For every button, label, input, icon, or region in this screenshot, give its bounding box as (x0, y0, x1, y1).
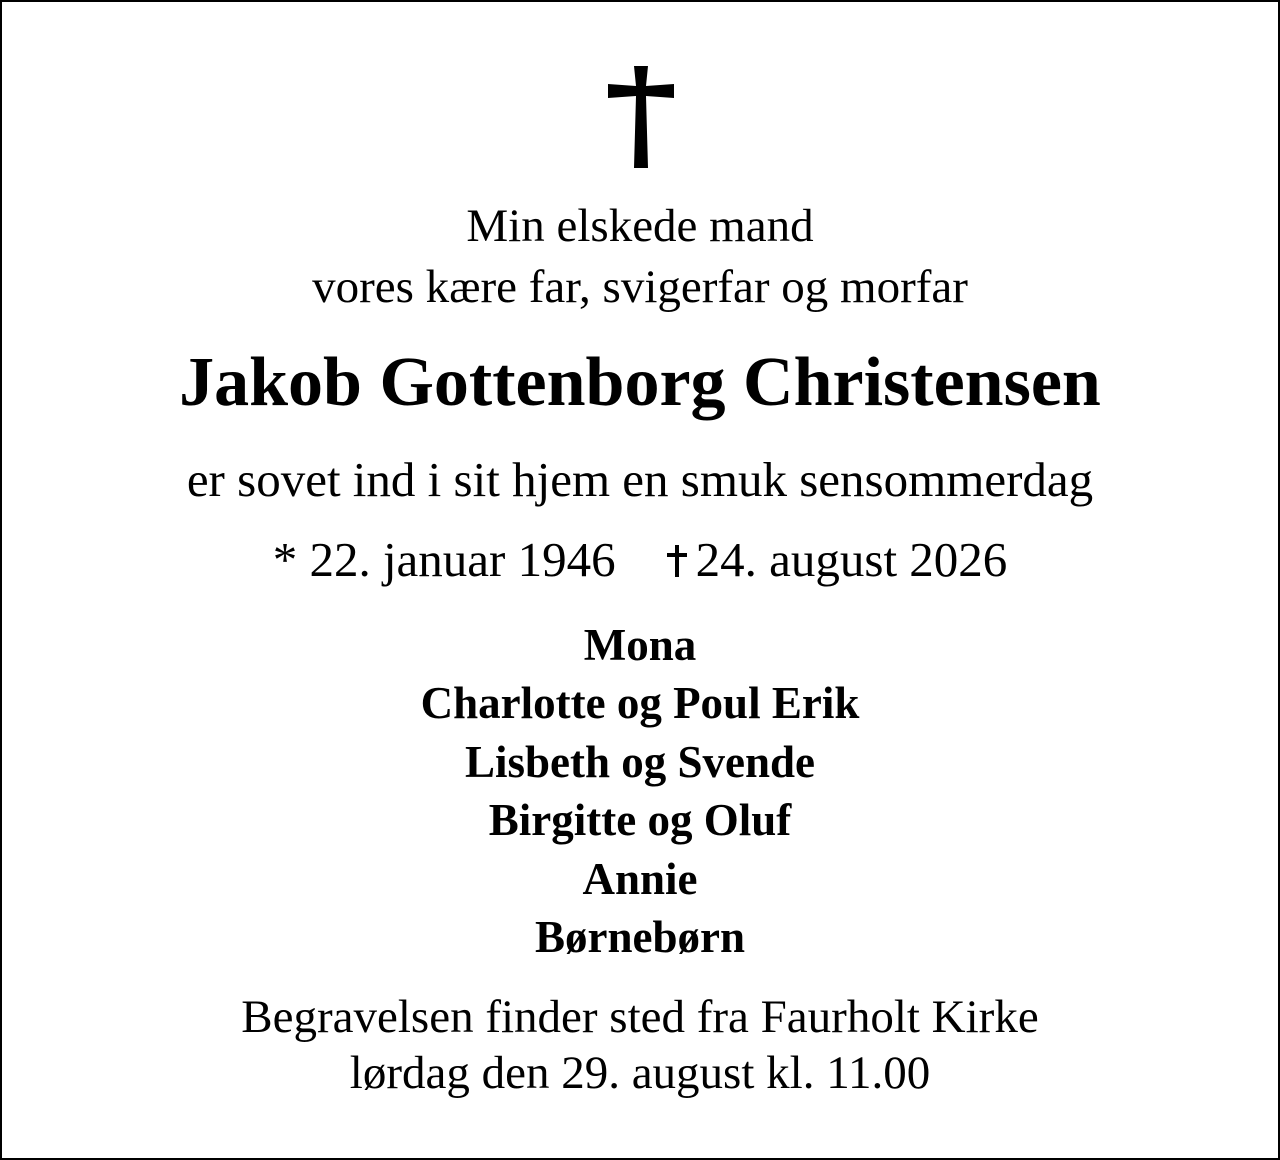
life-dates (0, 532, 1280, 587)
mourner-name: Mona (583, 620, 697, 670)
intro-line-1: Min elskede mand (466, 200, 814, 252)
mourner-name: Lisbeth og Svende (464, 736, 816, 787)
mourner-name: Charlotte og Poul Erik (420, 678, 860, 729)
dagger-icon (666, 544, 688, 578)
death-date: 24. august 2026 (695, 532, 1008, 587)
mourner-list (0, 616, 1280, 966)
cross-icon (604, 62, 678, 170)
funeral-info-line-2: lørdag den 29. august kl. 11.00 (349, 1047, 931, 1099)
birth-date: * 22. januar 1946 (272, 532, 616, 587)
deceased-name: Jakob Gottenborg Christensen (179, 344, 1101, 421)
intro-line-2: vores kære far, svigerfar og morfar (312, 261, 968, 313)
mourner-name: Birgitte og Oluf (488, 795, 792, 846)
mourner-name: Børnebørn (534, 912, 745, 963)
tagline: er sovet ind i sit hjem en smuk sensommerdag (186, 452, 1094, 507)
mourner-name: Annie (582, 853, 698, 904)
funeral-info-line-1: Begravelsen finder sted fra Faurholt Kirke (241, 991, 1039, 1043)
